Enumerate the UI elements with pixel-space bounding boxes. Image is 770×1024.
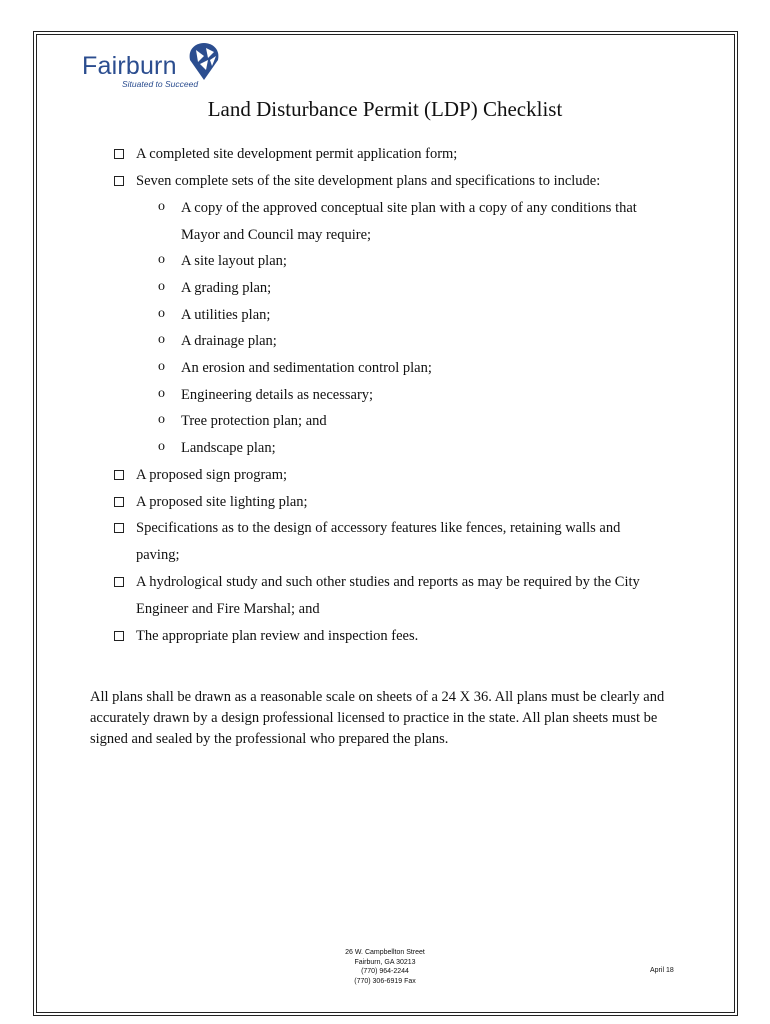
checklist-item: A completed site development permit application form; [136,146,458,162]
sub-item: Tree protection plan; and [181,413,327,429]
checkbox[interactable] [114,577,124,587]
sub-item: A utilities plan; [181,307,271,323]
footer-street: 26 W. Campbellton Street [345,949,425,956]
logo-tagline: Situated to Succeed [122,79,199,89]
sub-bullet: o [158,332,165,347]
checklist-item-continued: Engineer and Fire Marshal; and [136,601,320,617]
sub-item: A drainage plan; [181,333,277,349]
footer-date: April 18 [650,967,674,974]
checkbox[interactable] [114,176,124,186]
sub-bullet: o [158,279,165,294]
checkbox[interactable] [114,523,124,533]
sub-bullet: o [158,199,165,214]
fairburn-logo [82,42,242,92]
checklist-item: Seven complete sets of the site development plans and specifications to include: [136,173,601,189]
checkbox[interactable] [114,470,124,480]
checklist-item: A hydrological study and such other studies and reports as may be required by the City [136,574,640,590]
sub-bullet: o [158,252,165,267]
checklist-item: Specifications as to the design of accessory features like fences, retaining walls and [136,520,621,536]
logo-pin-icon [186,42,222,82]
sub-item: An erosion and sedimentation control plan; [181,360,432,376]
checklist-item: A proposed site lighting plan; [136,494,308,510]
footer-address [300,948,470,986]
logo-wordmark: Fairburn [82,52,177,80]
sub-bullet: o [158,439,165,454]
sub-bullet: o [158,386,165,401]
sub-item: A grading plan; [181,280,272,296]
sub-item: Landscape plan; [181,440,276,456]
page-title: Land Disturbance Permit (LDP) Checklist [207,97,563,121]
sub-item: A site layout plan; [181,253,287,269]
checklist-item: A proposed sign program; [136,467,288,483]
footer-city: Fairburn, GA 30213 [354,958,416,966]
sub-bullet: o [158,306,165,321]
footer-fax: (770) 306-6919 Fax [354,977,416,985]
checklist-item: The appropriate plan review and inspection fees. [136,628,419,644]
checklist-item-continued: paving; [136,547,180,563]
footer-phone: (770) 964-2244 [361,968,409,975]
checkbox[interactable] [114,497,124,507]
checkbox[interactable] [114,149,124,159]
checkbox[interactable] [114,631,124,641]
sub-bullet: o [158,412,165,427]
plans-requirement-paragraph: All plans shall be drawn as a reasonable scale on sheets of a 24 X 36. All plans must be clearly and accurately drawn by a design professional licensed to practice in the state. All plan sheets must be signed and sealed by the professional who prepared the plans. [90,689,665,747]
sub-item: A copy of the approved conceptual site plan with a copy of any conditions that [181,200,637,216]
sub-item-continued: Mayor and Council may require; [181,227,372,243]
sub-bullet: o [158,359,165,374]
sub-item: Engineering details as necessary; [181,387,374,403]
